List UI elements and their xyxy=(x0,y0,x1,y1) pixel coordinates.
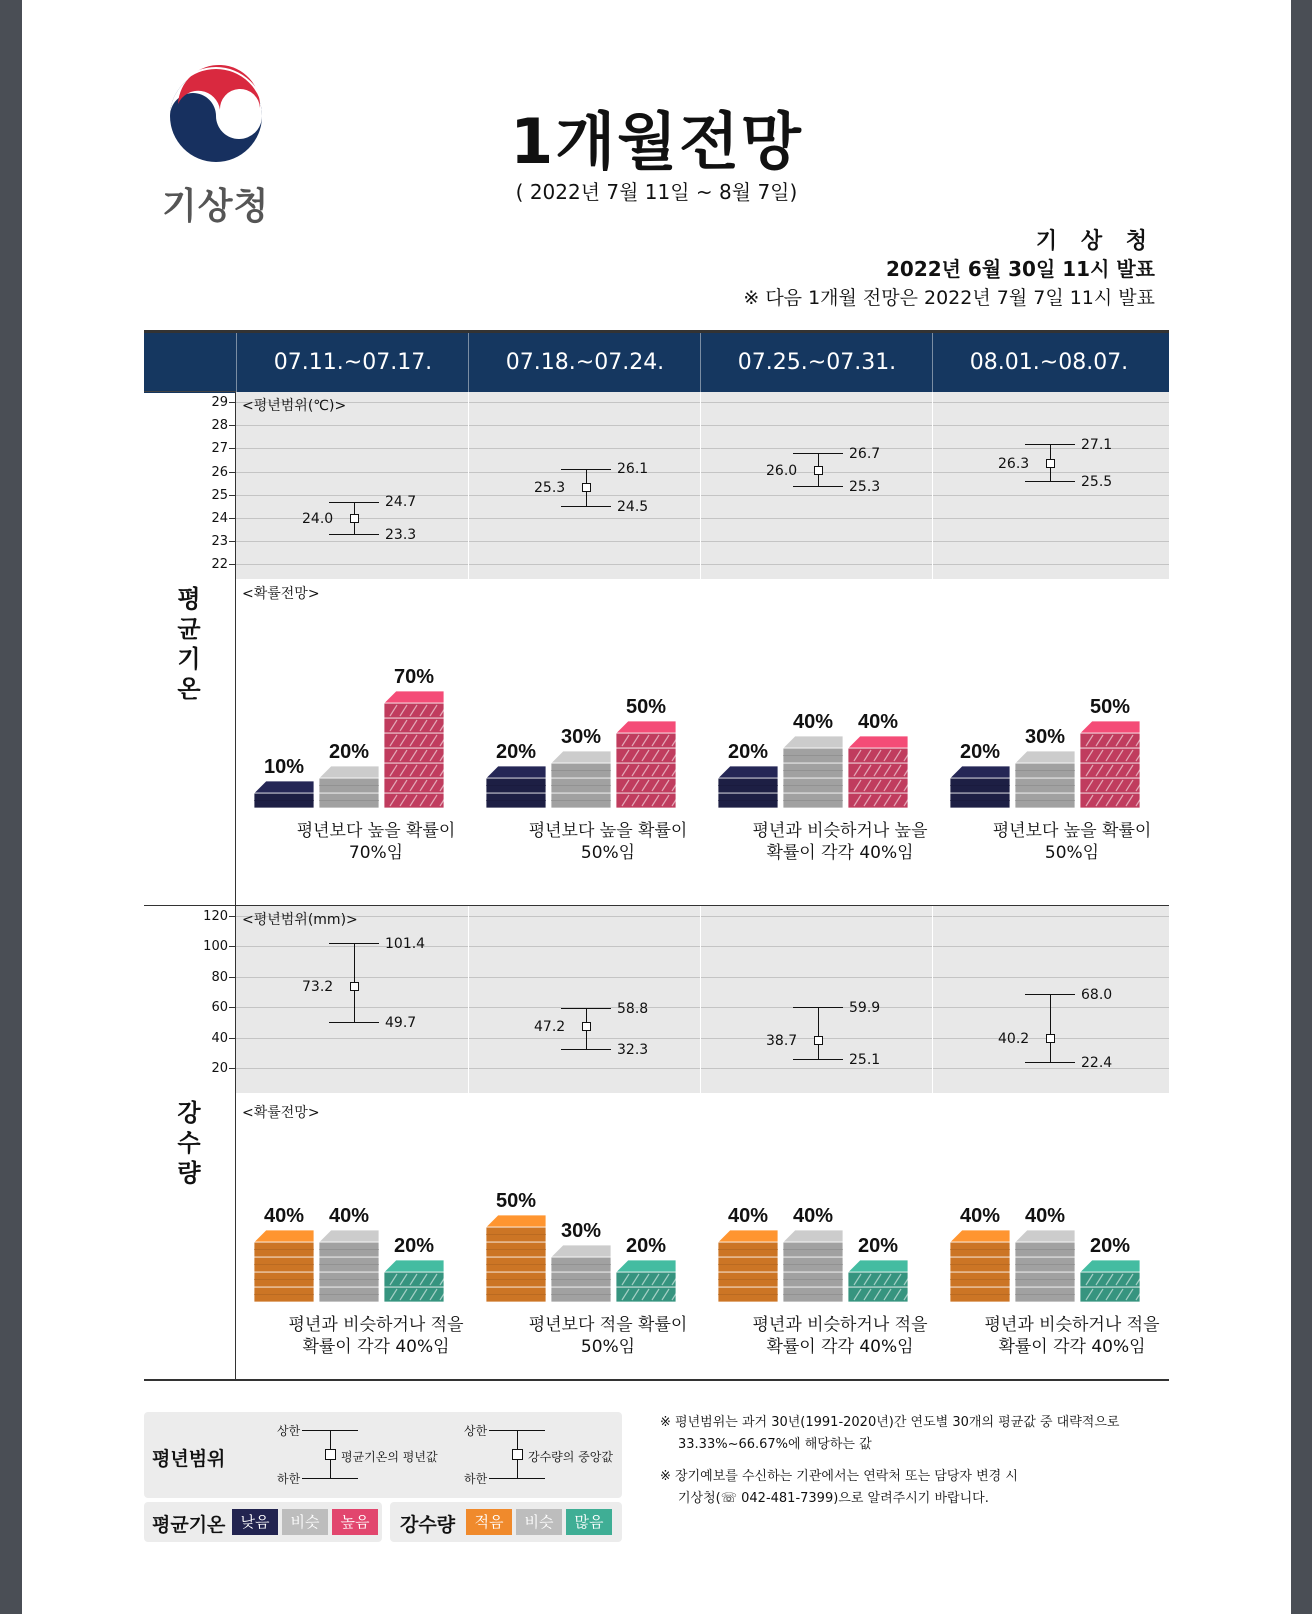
legend-precipitation: 강수량 적음 비슷 많음 xyxy=(390,1502,622,1542)
temp-tick: 24 xyxy=(211,511,228,526)
precip-tick: 40 xyxy=(211,1031,228,1046)
chip-high-temp: 높음 xyxy=(332,1509,378,1535)
note-line: 33.33%~66.67%에 해당하는 값 xyxy=(678,1437,872,1452)
temp-summary-week4: 평년보다 높을 확률이 50%임 xyxy=(992,821,1152,863)
temp-tick: 23 xyxy=(211,534,228,549)
stack-similar-precip xyxy=(783,1205,843,1302)
legend-range: 평년범위 상한 하한 평균기온의 평년값 상한 하한 강수량의 중앙값 xyxy=(144,1412,622,1498)
probability-label: 70% xyxy=(393,666,435,688)
note-line: ※ 장기예보를 수신하는 기관에서는 연락처 또는 담당자 변경 시 xyxy=(660,1469,1018,1484)
precip-range-label: <평년범위(mm)> xyxy=(242,912,358,928)
week-header: 07.11.~07.17. xyxy=(236,333,469,393)
legend-temperature: 평균기온 낮음 비슷 높음 xyxy=(144,1502,382,1542)
stack-low-precip xyxy=(718,1205,778,1302)
probability-label: 20% xyxy=(857,1235,899,1257)
temp-summary-week3: 평년과 비슷하거나 높을 확률이 각각 40%임 xyxy=(752,821,928,863)
probability-label: 50% xyxy=(495,1190,537,1212)
note-line: ※ 평년범위는 과거 30년(1991-2020년)간 연도별 30개의 평균값 중 대략적으로 xyxy=(660,1415,1120,1430)
probability-label: 30% xyxy=(1024,726,1066,748)
temp-tick: 29 xyxy=(211,395,228,410)
section-label-temperature: 평 균 기 온 xyxy=(177,585,201,703)
stack-high-precip xyxy=(1080,1235,1143,1302)
probability-label: 20% xyxy=(727,741,769,763)
stack-similar-precip xyxy=(551,1220,611,1302)
temp-tick: 26 xyxy=(211,465,228,480)
chip-similar: 비슷 xyxy=(516,1509,562,1535)
precip-tick: 20 xyxy=(211,1061,228,1076)
week-header: 07.18.~07.24. xyxy=(468,333,701,393)
probability-label: 10% xyxy=(263,756,305,778)
probability-label: 40% xyxy=(792,1205,834,1227)
stack-low-precip xyxy=(486,1190,546,1302)
probability-label: 50% xyxy=(625,696,667,718)
probability-label: 20% xyxy=(393,1235,435,1257)
chip-similar: 비슷 xyxy=(282,1509,328,1535)
temp-prob-label: <확률전망> xyxy=(242,586,320,602)
temp-tick: 28 xyxy=(211,418,228,433)
chip-high-precip: 많음 xyxy=(566,1509,612,1535)
stack-low-precip xyxy=(254,1205,314,1302)
precip-tick: 100 xyxy=(203,939,228,954)
precip-tick: 60 xyxy=(211,1000,228,1015)
probability-label: 20% xyxy=(328,741,370,763)
section-label-precipitation: 강 수 량 xyxy=(177,1099,201,1187)
document-page: 기상청 1개월전망 ( 2022년 7월 11일 ~ 8월 7일) 기 상 청 2022년 6월 30일 11시 발표 ※ 다음 1개월 전망은 2022년 7월 7일 11시 발표 07.11.~07.17. 07.18.~07.24. 07.25.~07.31. 08.01.~08.07. 29 28 27 26 25 24 23 22 <평년범위(℃)> 24.0 24.7 23.3 25.3 26.1 24.5 26.0 26.7 25.3 26.3 27.1 25.5 평 균 기 온 <확률전망> 10% 20% 70% 20% 30% 50% 20% 40% 40% 20% 30% 50% 평년보다 높을 확률이 70%임 평년보다 높을 확률이 50%임 평년과 비슷하거나 높을 확률이 각각 40%임 평년보다 높을 확률이 50%임 120 100 80 60 40 20 <평년범위(mm)> 73.2 101.4 49.7 47.2 58.8 32.3 38.7 59.9 25.1 40.2 68.0 22.4 강 수 량 <확률전망> 40% 40% 20% 50% 30% 20% 40% 40% 20% 40% 40% 20% 평년과 비슷하거나 적을 확률이 각각 40%임 평년보다 적을 확률이 50%임 평년과 비슷하거나 적을 확률이 각각 40%임 평년과 비슷하거나 적을 확률이 각각 40%임 평년범위 상한 하한 평균기온의 평년값 상한 하한 강수량의 중앙값 평균기온 낮음 비슷 높음 강수량 적음 비슷 많음 ※ 평년범위는 과거 30년(1991-2020년)간 연도별 30개의 평균값 중 대략적으로 33.33%~66.67%에 해당하는 값 ※ 장기예보를 수신하는 기관에서는 연락처 또는 담당자 변경 시 기상청(☏ 042-481-7399)으로 알려주시기 바랍니다. xyxy=(22,0,1291,1614)
stack-high-precip xyxy=(848,1235,911,1302)
precip-summary-week1: 평년과 비슷하거나 적을 확률이 각각 40%임 xyxy=(288,1315,464,1357)
precip-prob-label: <확률전망> xyxy=(242,1105,320,1121)
probability-label: 30% xyxy=(560,1220,602,1242)
probability-label: 40% xyxy=(1024,1205,1066,1227)
precip-summary-week2: 평년보다 적을 확률이 50%임 xyxy=(528,1315,688,1357)
temp-tick: 22 xyxy=(211,557,228,572)
probability-label: 20% xyxy=(1089,1235,1131,1257)
probability-label: 20% xyxy=(625,1235,667,1257)
table-bottom-rule xyxy=(144,1379,1169,1381)
temp-range-label: <평년범위(℃)> xyxy=(242,398,347,414)
precip-tick: 120 xyxy=(203,909,228,924)
precip-tick: 80 xyxy=(211,970,228,985)
next-issue-note: ※ 다음 1개월 전망은 2022년 7월 7일 11시 발표 xyxy=(743,287,1155,309)
temp-tick: 25 xyxy=(211,488,228,503)
chip-low-temp: 낮음 xyxy=(232,1509,278,1535)
temp-summary-week1: 평년보다 높을 확률이 70%임 xyxy=(296,821,456,863)
probability-label: 40% xyxy=(857,711,899,733)
probability-label: 40% xyxy=(328,1205,370,1227)
week-header: 08.01.~08.07. xyxy=(932,333,1165,393)
probability-label: 20% xyxy=(959,741,1001,763)
page-subtitle: ( 2022년 7월 11일 ~ 8월 7일) xyxy=(515,180,798,204)
page-title: 1개월전망 xyxy=(510,105,803,178)
stack-similar-precip xyxy=(319,1205,379,1302)
probability-label: 20% xyxy=(495,741,537,763)
issuing-agency: 기 상 청 xyxy=(1035,229,1155,254)
stack-similar-precip xyxy=(1015,1205,1075,1302)
issue-datetime: 2022년 6월 30일 11시 발표 xyxy=(885,257,1155,281)
precip-summary-week4: 평년과 비슷하거나 적을 확률이 각각 40%임 xyxy=(984,1315,1160,1357)
precip-summary-week3: 평년과 비슷하거나 적을 확률이 각각 40%임 xyxy=(752,1315,928,1357)
week-header: 07.25.~07.31. xyxy=(700,333,933,393)
probability-label: 50% xyxy=(1089,696,1131,718)
precip-probability-stacks xyxy=(22,0,1291,1614)
probability-label: 30% xyxy=(560,726,602,748)
probability-label: 40% xyxy=(959,1205,1001,1227)
probability-label: 40% xyxy=(792,711,834,733)
stack-low-precip xyxy=(950,1205,1010,1302)
temp-tick: 27 xyxy=(211,441,228,456)
note-line: 기상청(☏ 042-481-7399)으로 알려주시기 바랍니다. xyxy=(678,1491,989,1506)
chip-low-precip: 적음 xyxy=(466,1509,512,1535)
stack-high-precip xyxy=(616,1235,679,1302)
probability-label: 40% xyxy=(263,1205,305,1227)
logo-text: 기상청 xyxy=(162,186,270,227)
probability-label: 40% xyxy=(727,1205,769,1227)
temp-summary-week2: 평년보다 높을 확률이 50%임 xyxy=(528,821,688,863)
stack-high-precip xyxy=(384,1235,447,1302)
